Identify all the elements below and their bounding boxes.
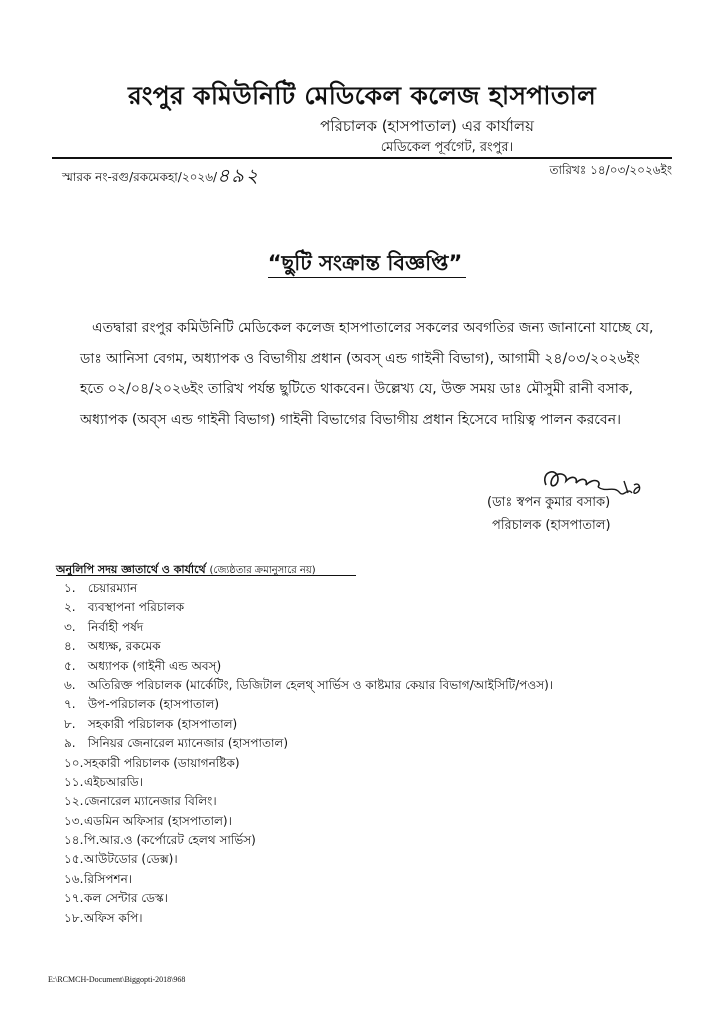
signatory-name: (ডাঃ স্বপন কুমার বসাক) — [487, 495, 611, 510]
memo-prefix: স্মারক নং-রগু/রকমেকহা/২০২৬/ — [62, 170, 218, 184]
memo-handwritten-number: ৪৯২ — [217, 165, 261, 187]
copy-heading-underline — [56, 575, 356, 576]
notice-title-underline — [268, 277, 466, 278]
list-item: ৯. সিনিয়র জেনারেল ম্যানেজার (হাসপাতাল) — [64, 736, 289, 751]
list-item: ৮. সহকারী পরিচালক (হাসপাতাল) — [64, 716, 238, 731]
office-address: মেডিকেল পূর্বগেট, রংপুর। — [380, 140, 514, 155]
list-item: ১২.জেনারেল ম্যানেজার বিলিং। — [64, 794, 217, 809]
list-item: ১. চেয়ারম্যান — [64, 581, 138, 595]
header-divider — [52, 157, 672, 159]
notice-line: ডাঃ আনিসা বেগম, অধ্যাপক ও বিভাগীয় প্রধান (অবস্ এন্ড গাইনী বিভাগ), আগামী ২৪/০৩/২০২৬ইং — [80, 350, 640, 367]
list-item: ৪. অধ্যক্ষ, রকমেক — [64, 639, 161, 654]
hospital-title: রংপুর কমিউনিটি মেডিকেল কলেজ হাসপাতাল — [127, 81, 597, 110]
copy-heading-note: (জ্যেষ্ঠতার ক্রমানুসারে নয়) — [209, 565, 316, 576]
list-item: ১১.এইচআরডি। — [64, 774, 144, 789]
issue-date: তারিখঃ ১৪/০৩/২০২৬ইং — [549, 163, 672, 177]
copy-recipient-list — [64, 579, 553, 928]
document-file-path: E:\RCMCH-Document\Biggopti-2018\968 — [48, 975, 186, 984]
list-item: ১৮.অফিস কপি। — [64, 910, 143, 925]
list-item: ১৫.আউটডোর (ডেক্স)। — [64, 852, 178, 867]
office-subtitle: পরিচালক (হাসপাতাল) এর কার্যালয় — [320, 117, 534, 135]
list-item: ১৪.পি.আর.ও (কর্পোরেট হেলথ সার্ভিস) — [64, 833, 256, 848]
list-item: ৩. নির্বাহী পর্ষদ — [64, 619, 144, 634]
notice-line: হতে ০২/০৪/২০২৬ইং তারিখ পর্যন্ত ছুটিতে থাকবেন। উল্লেখ্য যে, উক্ত সময় ডাঃ মৌসুমী রানী বসাক, — [80, 381, 634, 397]
notice-line: অধ্যাপক (অব্স এন্ড গাইনী বিভাগ) গাইনী বিভাগের বিভাগীয় প্রধান হিসেবে দায়িত্ব পালন করবেন। — [80, 411, 622, 428]
list-item: ১০.সহকারী পরিচালক (ডায়াগনষ্টিক) — [64, 755, 240, 770]
list-item: ১৬.রিসিপশন। — [64, 871, 133, 886]
memo-number — [62, 162, 260, 194]
list-item: ১৭.কল সেন্টার ডেস্ক। — [64, 891, 168, 906]
list-item: ২. ব্যবস্থাপনা পরিচালক — [64, 600, 185, 615]
list-item: ৫. অধ্যাপক (গাইনী এন্ড অবস্) — [64, 658, 222, 673]
list-item: ১৩.এডমিন অফিসার (হাসপাতাল)। — [64, 813, 232, 828]
list-item: ৬. অতিরিক্ত পরিচালক (মার্কেটিং, ডিজিটাল হেলথ্ সার্ভিস ও কাষ্টমার কেয়ার বিভাগ/আইসিটি/পওস)। — [64, 677, 554, 692]
copy-list-heading — [56, 561, 316, 580]
notice-body — [80, 313, 682, 435]
list-item: ৭. উপ-পরিচালক (হাসপাতাল) — [64, 697, 220, 712]
notice-title: “ছুটি সংক্রান্ত বিজ্ঞপ্তি” — [267, 251, 463, 275]
copy-heading-text: অনুলিপি সদয় জ্ঞাতার্থে ও কার্যার্থে — [56, 563, 206, 576]
notice-line: এতদ্বারা রংপুর কমিউনিটি মেডিকেল কলেজ হাসপাতালের সকলের অবগতির জন্য জানানো যাচ্ছে যে, — [92, 320, 654, 336]
signatory-designation: পরিচালক (হাসপাতাল) — [492, 518, 611, 533]
